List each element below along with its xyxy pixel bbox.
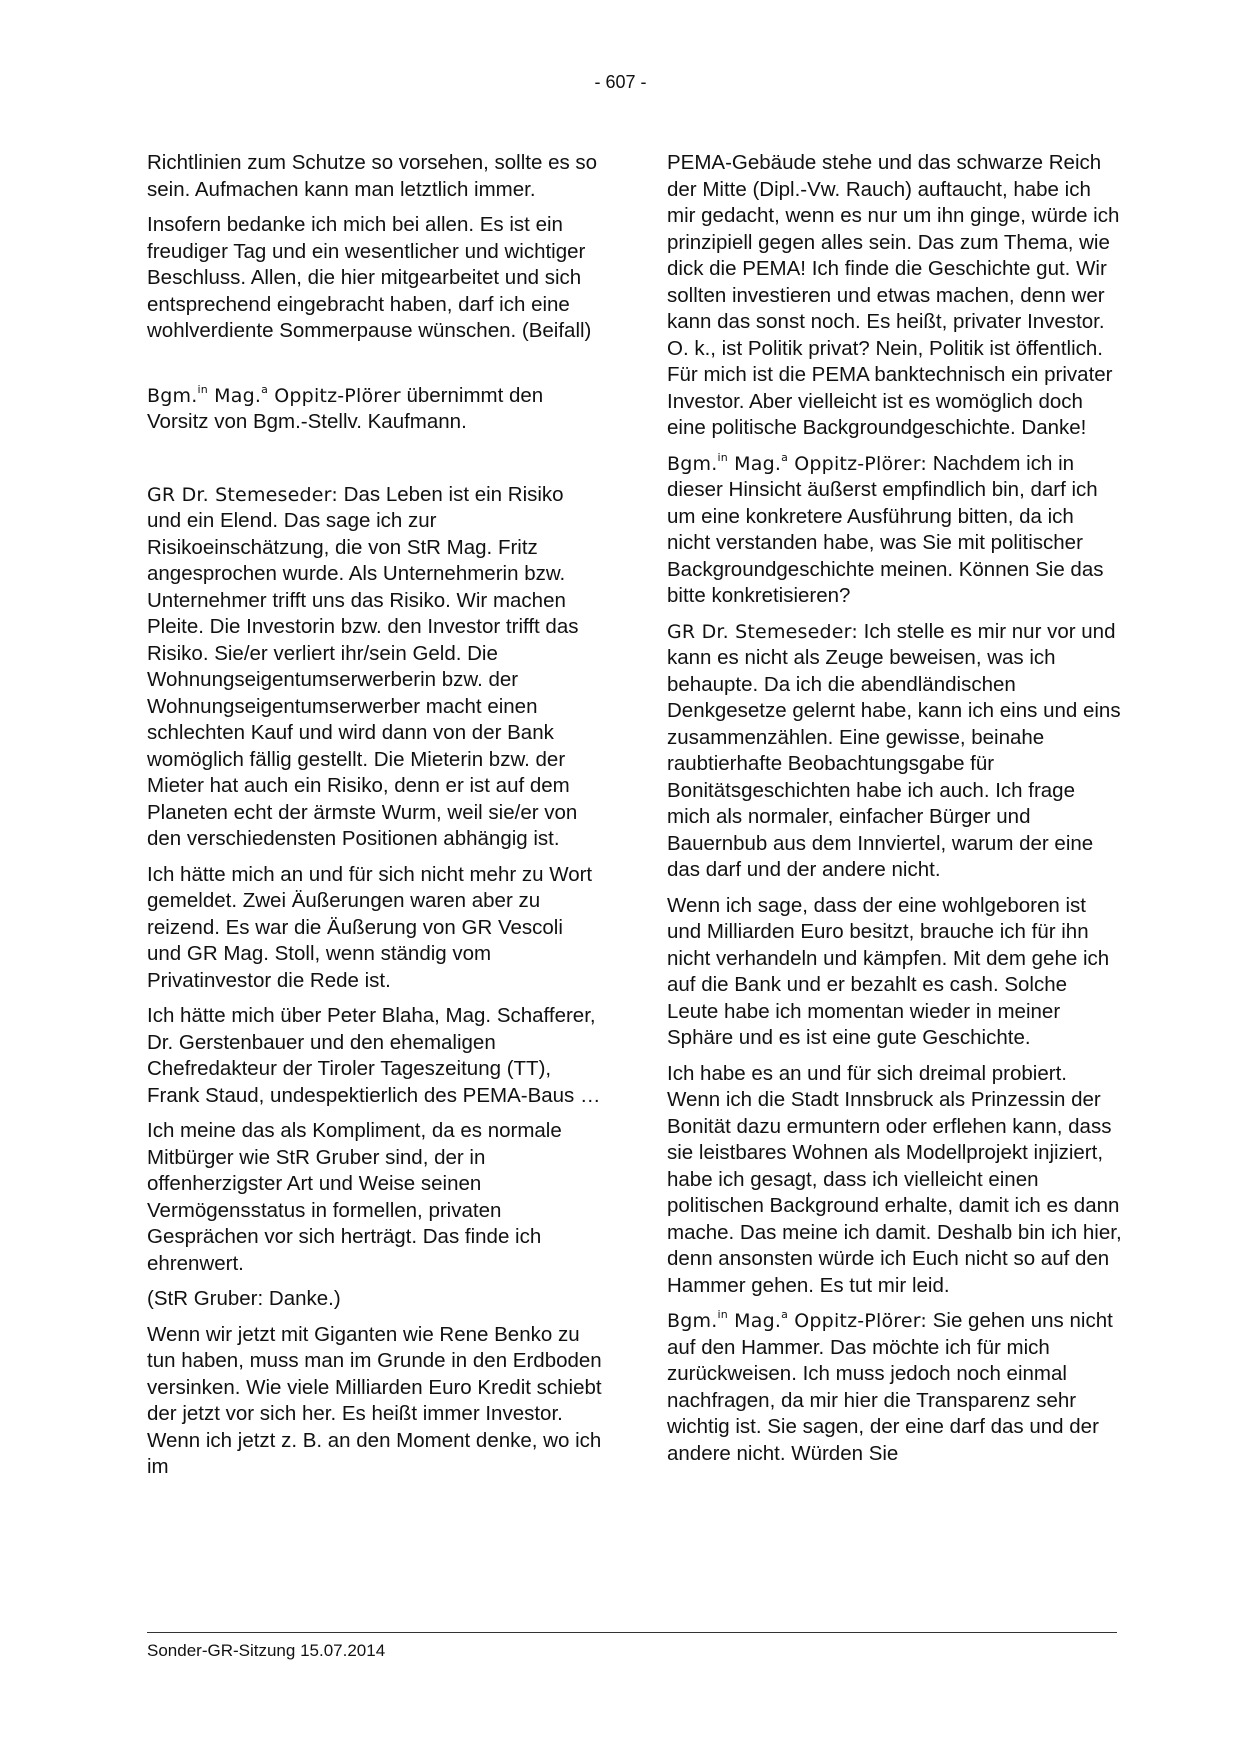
speech-paragraph [667,451,1122,610]
page-number: - 607 - [594,72,647,92]
speaker-name: Bgm.$^{in}$ Mag.$^a$ Oppitz-Plörer: [667,1308,928,1332]
right-column [667,150,1122,1476]
paragraph: Ich meine das als Kompliment, da es normale Mitbürger wie StR Gruber sind, der in offenherzigster Art und Weise seinen Vermögensstatus in formellen, privaten Gesprächen vor sich herträgt. Das finde ich ehrenwert. [147,1119,562,1275]
paragraph-text: Ich stelle es mir nur vor und kann es nicht als Zeuge beweisen, was ich behaupte. Da ich die abendländischen Denkgesetze gelernt habe, kann ich eins und eins zusammenzählen. Eine gewisse, beinahe raubtierhafte Beobachtungsgabe für Bonitätsgeschichten habe ich auch. Ich frage mich als normaler, einfacher Bürger und Bauernbub aus dem Innviertel, warum der eine das darf und der andere nicht. [667,619,1121,881]
paragraph: Richtlinien zum Schutze so vorsehen, sollte es so sein. Aufmachen kann man letztlich immer. [147,151,598,201]
paragraph: Ich habe es an und für sich dreimal probiert. Wenn ich die Stadt Innsbruck als Prinzessin der Bonität dazu ermuntern oder erflehen kann, dass sie leistbares Wohnen als Modellprojekt injiziert, habe ich gesagt, dass ich vielleicht einen politischen Background erhalte, damit ich es dann mache. Das meine ich damit. Deshalb bin ich hier, denn ansonsten würde ich Euch nicht so auf den Hammer gehen. Es tut mir leid. [667,1061,1122,1297]
paragraph-text: übernimmt den Vorsitz von Bgm.-Stellv. Kaufmann. [147,383,544,433]
paragraph: Wenn ich sage, dass der eine wohlgeboren ist und Milliarden Euro besitzt, brauche ich für ihn nicht verhandeln und kämpfen. Mit dem gehe ich auf die Bank und er bezahlt es cash. Solche Leute habe ich momentan wieder in meiner Sphäre und es ist eine gute Geschichte. [667,893,1110,1049]
paragraph-text: Das Leben ist ein Risiko und ein Elend. Das sage ich zur Risikoeinschätzung, die von StR Mag. Fritz angesprochen wurde. Als Unternehmerin bzw. Unternehmer trifft uns das Risiko. Wir machen Pleite. Die Investorin bzw. den Investor trifft das Risiko. Sie/er verliert ihr/sein Geld. Die Wohnungseigentumserwerberin bzw. der Wohnungseigentumserwerber macht einen schlechten Kauf und wird dann von der Bank womöglich fällig gestellt. Die Mieterin bzw. der Mieter hat auch ein Risiko, denn er ist auf dem Planeten echt der ärmste Wurm, weil sie/er von den verschiedensten Positionen abhängig ist. [147,482,579,850]
footer-text: Sonder-GR-Sitzung 15.07.2014 [147,1641,386,1660]
speaker-name: Bgm.$^{in}$ Mag.$^a$ Oppitz-Plörer: [667,450,928,475]
paragraph-text: Sie gehen uns nicht auf den Hammer. Das möchte ich für mich zurückweisen. Ich muss jedoch noch einmal nachfragen, da mir hier die Transparenz sehr wichtig ist. Sie sagen, der eine darf das und der andere nicht. Würden Sie [667,1309,1113,1465]
paragraph-chair-change [147,383,602,436]
speaker-name: GR Dr. Stemeseder: [147,483,338,506]
paragraph: PEMA-Gebäude stehe und das schwarze Reich der Mitte (Dipl.-Vw. Rauch) auftaucht, habe ich mir gedacht, wenn es nur um ihn ginge, würde ich prinzipiell gegen alles sein. Das zum Thema, wie dick die PEMA! Ich finde die Geschichte gut. Wir sollten investieren und etwas machen, denn wer kann das sonst noch. Es heißt, privater Investor. O. k., ist Politik privat? Nein, Politik ist öffentlich. Für mich ist die PEMA banktechnisch ein privater Investor. Aber vielleicht ist es womöglich doch eine politische Backgroundgeschichte. Danke! [667,151,1120,439]
paragraph: Ich hätte mich an und für sich nicht mehr zu Wort gemeldet. Zwei Äußerungen waren aber zu reizend. Es war die Äußerung von GR Vescoli und GR Mag. Stoll, wenn ständig vom Privatinvestor die Rede ist. [147,862,593,992]
speech-paragraph [147,482,602,853]
left-column [147,150,602,1490]
interjection: (StR Gruber: Danke.) [147,1287,341,1310]
paragraph: Wenn wir jetzt mit Giganten wie Rene Benko zu tun haben, muss man im Grunde in den Erdboden versinken. Wie viele Milliarden Euro Kredit schiebt der jetzt vor sich her. Es heißt immer Investor. Wenn ich jetzt z. B. an den Moment denke, wo ich im [147,1322,602,1478]
speaker-name: GR Dr. Stemeseder: [667,620,858,643]
paragraph: Ich hätte mich über Peter Blaha, Mag. Schafferer, Dr. Gerstenbauer und den ehemaligen Chefredakteur der Tiroler Tageszeitung (TT), Frank Staud, undespektierlich des PEMA-Baus … [147,1004,601,1107]
speaker-name: Bgm.$^{in}$ Mag.$^a$ Oppitz-Plörer [147,382,401,407]
speech-paragraph [667,1308,1122,1467]
speech-paragraph [667,619,1122,884]
footer-divider [147,1632,1117,1633]
paragraph-text: Nachdem ich in dieser Hinsicht äußerst empfindlich bin, darf ich um eine konkretere Ausführung bitten, da ich nicht verstanden habe, was Sie mit politischer Backgroundgeschichte meinen. Können Sie das bitte konkretisieren? [667,451,1104,607]
paragraph: Insofern bedanke ich mich bei allen. Es ist ein freudiger Tag und ein wesentlicher und wichtiger Beschluss. Allen, die hier mitgearbeitet und sich entsprechend eingebracht haben, darf ich eine wohlverdiente Sommerpause wünschen. (Beifall) [147,213,592,342]
